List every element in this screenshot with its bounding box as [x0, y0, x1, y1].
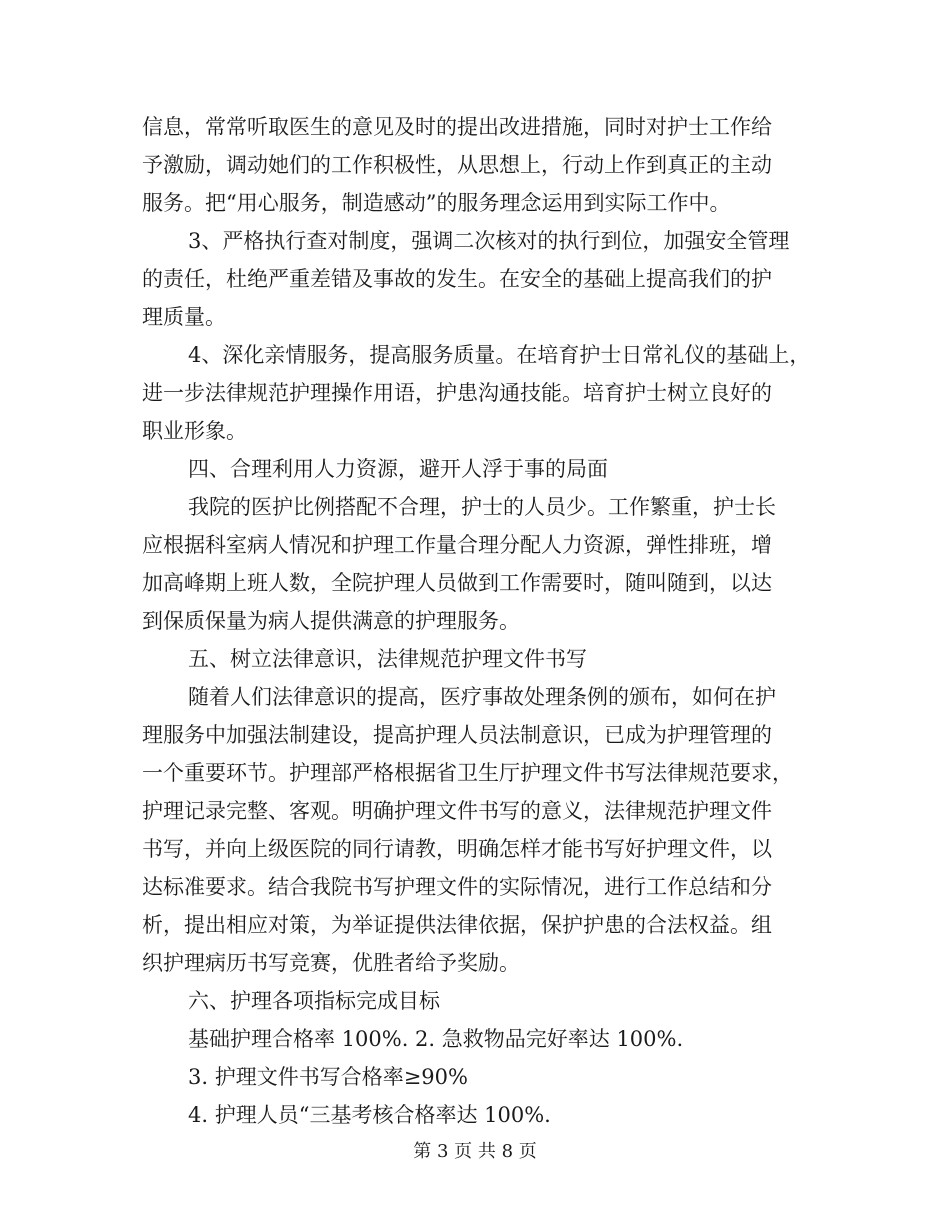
text-line: 护理记录完整、客观。明确护理文件书写的意义，法律规范护理文件 [142, 799, 772, 823]
text-line: 达标准要求。结合我院书写护理文件的实际情况，进行工作总结和分 [142, 875, 772, 899]
text-line: 4、深化亲情服务，提高服务质量。在培育护士日常礼仪的基础上， [188, 343, 811, 367]
text-line: 职业形象。 [142, 419, 247, 443]
text-line: 到保质保量为病人提供满意的护理服务。 [142, 609, 520, 633]
text-line: 析，提出相应对策，为举证提供法律依据，保护护患的合法权益。组 [142, 913, 772, 937]
text-line: 理服务中加强法制建设，提高护理人员法制意识，已成为护理管理的 [142, 723, 772, 747]
text-line: 五、树立法律意识，法律规范护理文件书写 [188, 647, 587, 671]
text-line: 4. 护理人员“三基考核合格率达 100%. [188, 1103, 551, 1127]
text-line: 一个重要环节。护理部严格根据省卫生厅护理文件书写法律规范要求， [142, 761, 793, 785]
text-line: 予激励，调动她们的工作积极性，从思想上，行动上作到真正的主动 [142, 153, 772, 177]
text-line: 六、护理各项指标完成目标 [188, 989, 440, 1013]
text-line: 四、合理利用人力资源，避开人浮于事的局面 [188, 457, 608, 481]
text-line: 理质量。 [142, 305, 226, 329]
text-line: 3、严格执行查对制度，强调二次核对的执行到位，加强安全管理 [188, 229, 790, 253]
text-line: 随着人们法律意识的提高，医疗事故处理条例的颁布，如何在护 [188, 685, 776, 709]
text-line: 书写，并向上级医院的同行请教，明确怎样才能书写好护理文件，以 [142, 837, 772, 861]
text-line: 织护理病历书写竞赛，优胜者给予奖励。 [142, 951, 520, 975]
text-line: 应根据科室病人情况和护理工作量合理分配人力资源，弹性排班，增 [142, 533, 772, 557]
text-line: 进一步法律规范护理操作用语，护患沟通技能。培育护士树立良好的 [142, 381, 772, 405]
page-footer: 第 3 页 共 8 页 [413, 1141, 537, 1162]
text-line: 信息，常常听取医生的意见及时的提出改进措施，同时对护士工作给 [142, 115, 772, 139]
document-body [142, 108, 822, 1134]
text-line: 加高峰期上班人数，全院护理人员做到工作需要时，随叫随到，以达 [142, 571, 772, 595]
text-line: 我院的医护比例搭配不合理，护士的人员少。工作繁重，护士长 [188, 495, 776, 519]
text-line: 3. 护理文件书写合格率≥90% [188, 1065, 468, 1089]
text-line: 服务。把“用心服务，制造感动”的服务理念运用到实际工作中。 [142, 191, 731, 215]
text-line: 基础护理合格率 100%. 2. 急救物品完好率达 100%. [188, 1027, 684, 1051]
text-line: 的责任，杜绝严重差错及事故的发生。在安全的基础上提高我们的护 [142, 267, 772, 291]
